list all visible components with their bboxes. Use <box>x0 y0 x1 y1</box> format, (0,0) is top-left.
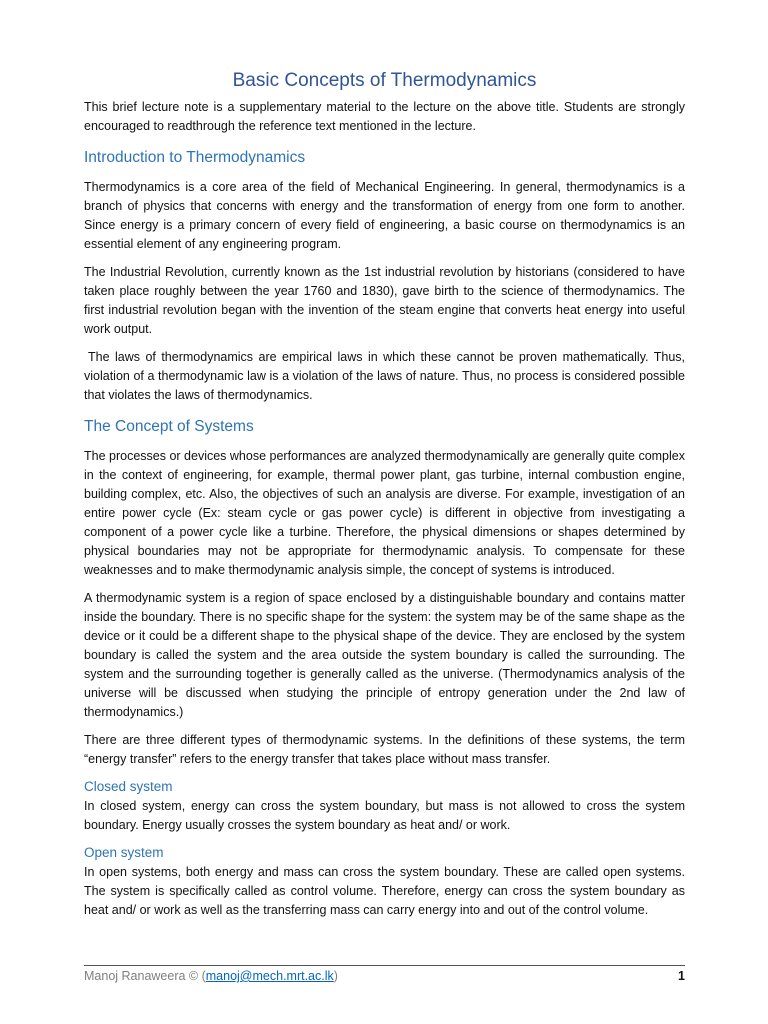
document-body <box>84 68 685 929</box>
paragraph: A thermodynamic system is a region of space enclosed by a distinguishable boundary and contains matter inside the boundary. There is no specific shape for the system: the system may be of the same shape as the device or it could be a different shape to the physical shape of the device. They are enclosed by the system boundary is called the system and the area outside the system boundary is called the surrounding. The system and the surrounding together is generally called as the universe. (Thermodynamics analysis of the universe will be discussed when studying the principle of entropy generation under the 2nd law of thermodynamics.) <box>84 591 685 719</box>
paragraph: There are three different types of thermodynamic systems. In the definitions of these systems, the term “energy transfer” refers to the energy transfer that takes place without mass transfer. <box>84 733 685 766</box>
footer-author-text: Manoj Ranaweera © ( <box>84 969 206 983</box>
section-heading-systems: The Concept of Systems <box>84 418 254 435</box>
paragraph: The Industrial Revolution, currently known as the 1st industrial revolution by historians (considered to have taken place roughly between the year 1760 and 1830), gave birth to the science of thermodynamics. The first industrial revolution began with the invention of the steam engine that converts heat energy into useful work output. <box>84 265 685 336</box>
email-link[interactable]: manoj@mech.mrt.ac.lk <box>205 969 334 983</box>
intro-paragraph: This brief lecture note is a supplementary material to the lecture on the above title. Students are strongly encouraged to readthrough the reference text mentioned in the lecture. <box>84 100 685 133</box>
paragraph: In closed system, energy can cross the system boundary, but mass is not allowed to cross the system boundary. Energy usually crosses the system boundary as heat and/ or work. <box>84 799 685 832</box>
section-heading-introduction: Introduction to Thermodynamics <box>84 149 306 166</box>
page-number: 1 <box>678 969 685 983</box>
paragraph: Thermodynamics is a core area of the field of Mechanical Engineering. In general, thermodynamics is a branch of physics that concerns with energy and the transformation of energy from one form to another. Since energy is a primary concern of every field of engineering, a basic course on thermodynamics is an essential element of any engineering program. <box>84 180 685 251</box>
subheading-open-system: Open system <box>84 845 164 860</box>
paragraph: In open systems, both energy and mass can cross the system boundary. These are called open systems. The system is specifically called as control volume. Therefore, energy can cross the system boundary as heat and/ or work as well as the transferring mass can carry energy into and out of the control volume. <box>84 865 685 917</box>
subheading-closed-system: Closed system <box>84 779 173 794</box>
page-footer <box>84 965 685 983</box>
paragraph: The laws of thermodynamics are empirical laws in which these cannot be proven mathematically. Thus, violation of a thermodynamic law is a violation of the laws of nature. Thus, no process is considered possible that violates the laws of thermodynamics. <box>84 350 685 402</box>
footer-close-paren: ) <box>333 969 338 983</box>
paragraph: The processes or devices whose performances are analyzed thermodynamically are generally quite complex in the context of engineering, for example, thermal power plant, gas turbine, internal combustion engine, building complex, etc. Also, the objectives of such an analysis are diverse. For example, investigation of an entire power cycle (Ex: steam cycle or gas power cycle) is different in objective from investigating a component of a power cycle like a turbine. Therefore, the physical dimensions or shapes determined by physical boundaries may not be appropriate for thermodynamic analysis. To compensate for these weaknesses and to make thermodynamic analysis simple, the concept of systems is introduced. <box>84 449 685 577</box>
document-title: Basic Concepts of Thermodynamics <box>232 70 537 91</box>
footer-author <box>84 969 338 983</box>
